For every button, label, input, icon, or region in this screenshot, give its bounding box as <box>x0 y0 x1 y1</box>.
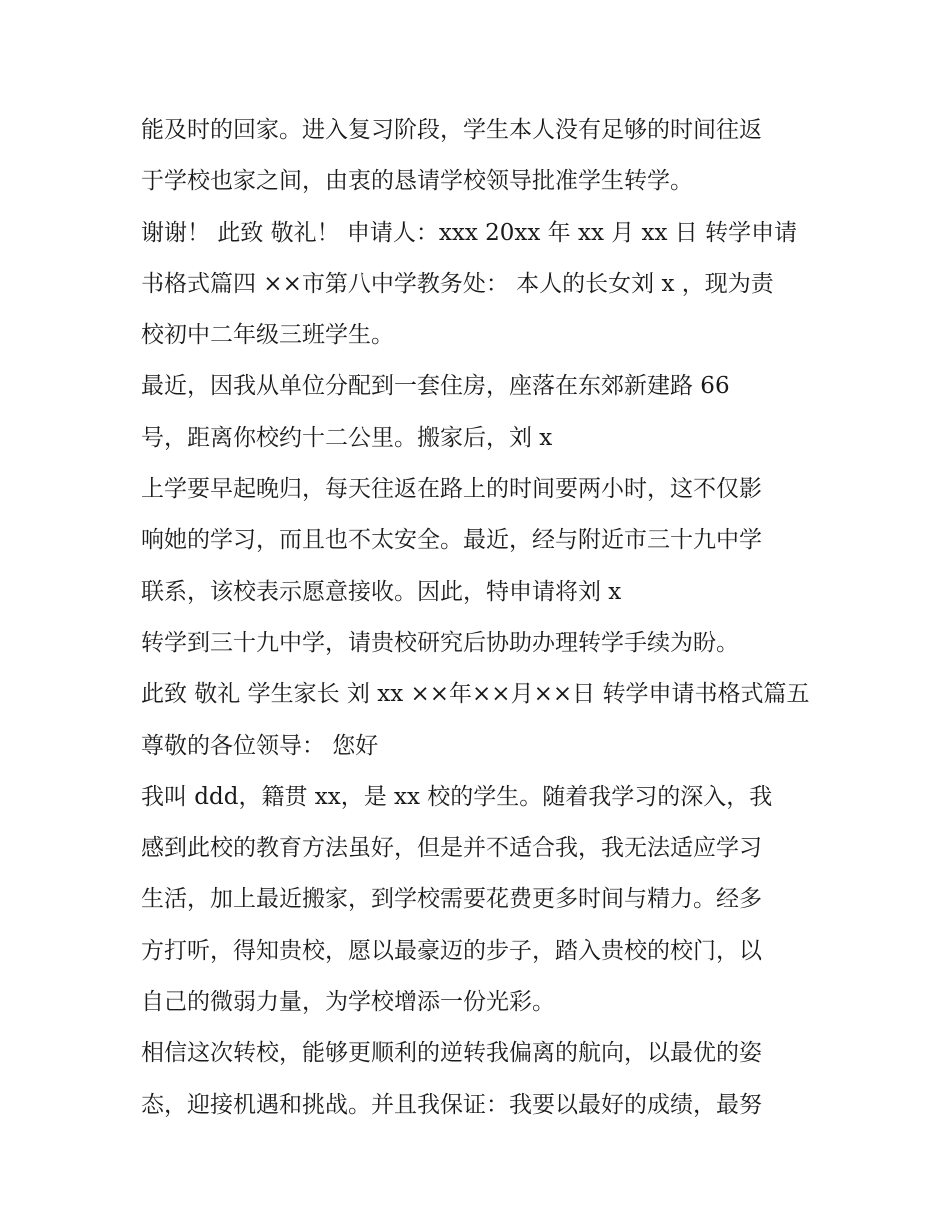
text-line: 最近，因我从单位分配到一套住房，座落在东郊新建路 66 <box>141 373 730 400</box>
text-line: 态，迎接机遇和挑战。并且我保证：我要以最好的成绩，最努 <box>141 1091 762 1118</box>
text-line: 联系，该校表示愿意接收。因此，特申请将刘 x <box>141 578 622 605</box>
text-line: 方打听，得知贵校，愿以最豪迈的步子，踏入贵校的校门，以 <box>141 937 762 964</box>
text-line: 响她的学习，而且也不太安全。最近，经与附近市三十九中学 <box>141 527 762 554</box>
text-line: 我叫 ddd，籍贯 xx，是 xx 校的学生。随着我学习的深入，我 <box>141 783 773 810</box>
text-line: 转学到三十九中学，请贵校研究后协助办理转学手续为盼。 <box>141 629 739 656</box>
text-line: 尊敬的各位领导： 您好 <box>141 732 379 759</box>
text-line: 相信这次转校，能够更顺利的逆转我偏离的航向，以最优的姿 <box>141 1040 762 1067</box>
text-line: 生活，加上最近搬家，到学校需要花费更多时间与精力。经多 <box>141 886 762 913</box>
text-line: 此致 敬礼 学生家长 刘 xx ××年××月××日 转学申请书格式篇五 <box>141 681 810 708</box>
text-line: 书格式篇四 ××市第八中学教务处： 本人的长女刘 x ，现为责 <box>141 270 774 297</box>
body-text <box>141 105 816 1131</box>
text-line: 自己的微弱力量，为学校增添一份光彩。 <box>141 989 555 1016</box>
text-line: 上学要早起晚归，每天往返在路上的时间要两小时，这不仅影 <box>141 476 762 503</box>
text-line: 感到此校的教育方法虽好，但是并不适合我，我无法适应学习 <box>141 835 762 862</box>
text-line: 校初中二年级三班学生。 <box>141 322 394 349</box>
text-line: 谢谢！ 此致 敬礼！ 申请人：xxx 20xx 年 xx 月 xx 日 转学申请 <box>141 219 798 246</box>
text-line: 号，距离你校约十二公里。搬家后，刘 x <box>141 424 553 451</box>
text-line: 能及时的回家。进入复习阶段，学生本人没有足够的时间往返 <box>141 117 762 143</box>
text-line: 于学校也家之间，由衷的恳请学校领导批准学生转学。 <box>141 168 693 195</box>
